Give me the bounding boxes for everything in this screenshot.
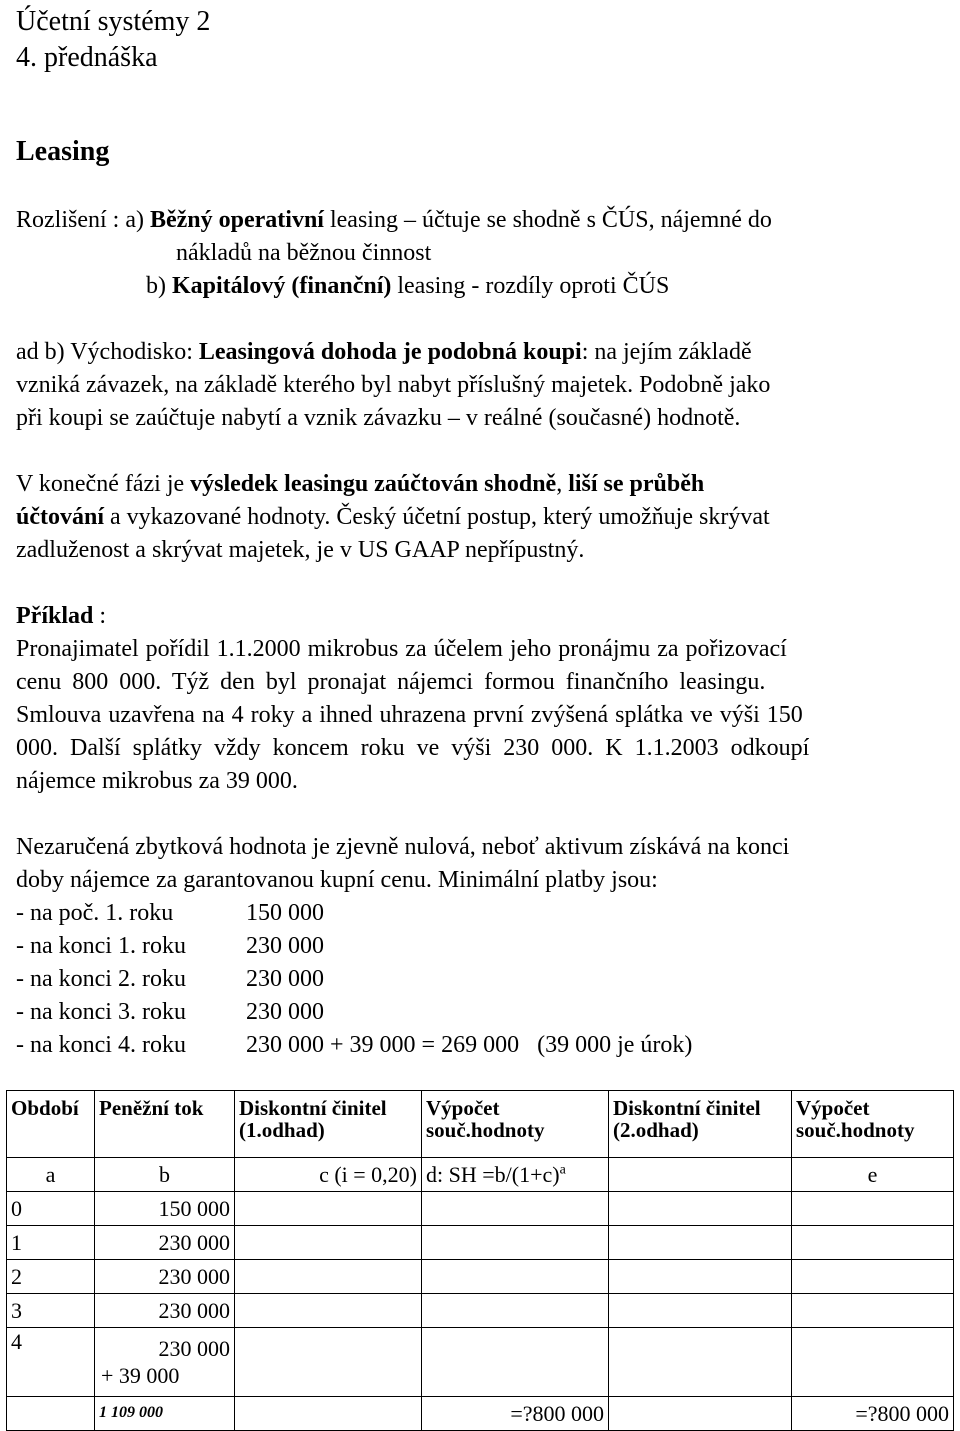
total-pv-2: =?800 000: [792, 1397, 954, 1431]
distinction-line-a: [16, 208, 772, 232]
section-heading: Leasing: [16, 136, 110, 167]
distinction-line-b: [146, 274, 669, 298]
premise-line-1: [16, 340, 752, 364]
distinction-a-continuation: nákladů na běžnou činnost: [176, 240, 432, 266]
premise-line-3: při koupi se zaúčtuje nabytí a vznik závazku – v reálné (současné) hodnotě.: [16, 405, 741, 431]
final-bold-2: liší se průběh: [568, 471, 705, 497]
table-row: [7, 1260, 954, 1294]
legend-e: e: [792, 1158, 954, 1192]
payment-amount: 230 000: [246, 933, 324, 959]
residual-line-2: doby nájemce za garantovanou kupní cenu. Minimální platby jsou:: [16, 867, 658, 893]
distinction-b-bold: Kapitálový (finanční): [172, 273, 392, 299]
legend-a: a: [7, 1158, 95, 1192]
document-title: Účetní systémy 2: [16, 6, 211, 37]
final-line-2: [16, 505, 770, 529]
legend-b: b: [95, 1158, 235, 1192]
distinction-b-prefix: b): [146, 273, 172, 299]
example-line-2: cenu 800 000. Týž den byl pronajat nájemci formou finančního leasingu.: [16, 669, 766, 695]
distinction-a-rest: leasing – účtuje se shodně s ČÚS, nájemné do: [323, 207, 772, 233]
payment-label: - na poč. 1. roku: [16, 900, 174, 926]
cell-period: 4: [7, 1328, 95, 1397]
header-discount-1-title: Diskontní činitel: [239, 1096, 387, 1120]
premise-line-2: vzniká závazek, na základě kterého byl nabyt příslušný majetek. Podobně jako: [16, 372, 771, 398]
payment-item: [16, 900, 324, 926]
header-discount-1: [235, 1091, 422, 1158]
cell-flow: 230 000: [95, 1260, 235, 1294]
header-discount-1-note: (1.odhad): [239, 1118, 325, 1143]
final-line-1: [16, 472, 704, 496]
table-row: [7, 1192, 954, 1226]
payment-amount: 230 000: [246, 966, 324, 992]
payment-item: [16, 1032, 693, 1058]
header-discount-2-note: (2.odhad): [613, 1118, 699, 1143]
final-pre: V konečné fázi je: [16, 471, 191, 497]
example-line-5: nájemce mikrobus za 39 000.: [16, 768, 298, 794]
payment-item: [16, 933, 324, 959]
legend-c: c (i = 0,20): [235, 1158, 422, 1192]
example-line-1: Pronajimatel pořídil 1.1.2000 mikrobus za účelem jeho pronájmu za pořizovací: [16, 636, 787, 662]
table-legend-row: [7, 1158, 954, 1192]
example-line-4: 000. Další splátky vždy koncem roku ve výši 230 000. K 1.1.2003 odkoupí: [16, 735, 810, 761]
distinction-b-rest: leasing - rozdíly oproti ČÚS: [391, 273, 670, 299]
cell-flow: [95, 1328, 235, 1397]
cell-flow: 230 000: [95, 1294, 235, 1328]
cell-period: 0: [7, 1192, 95, 1226]
cell-period: 1: [7, 1226, 95, 1260]
example-colon: :: [93, 603, 107, 629]
residual-line-1: Nezaručená zbytková hodnota je zjevně nulová, neboť aktivum získává na konci: [16, 834, 790, 860]
lecture-number: 4. přednáška: [16, 42, 158, 73]
cell-flow: 150 000: [95, 1192, 235, 1226]
cell-period: 3: [7, 1294, 95, 1328]
header-pv-1-title: Výpočet: [426, 1096, 500, 1120]
final-bold-3: účtování: [16, 504, 105, 530]
payment-amount: 150 000: [246, 900, 324, 926]
final-bold-1: výsledek leasingu zaúčtován shodně: [190, 471, 557, 497]
payment-amount: 230 000 + 39 000 = 269 000 (39 000 je úrok): [246, 1032, 693, 1058]
example-label: Příklad: [16, 603, 94, 629]
header-pv-2-title: Výpočet: [796, 1096, 870, 1120]
table-total-row: [7, 1397, 954, 1431]
legend-d: [422, 1158, 609, 1192]
final-line-3: zadluženost a skrývat majetek, je v US GAAP nepřípustný.: [16, 537, 585, 563]
table-row: [7, 1226, 954, 1260]
example-line-3: Smlouva uzavřena na 4 roky a ihned uhrazena první zvýšená splátka ve výši 150: [16, 702, 803, 728]
premise-rest: : na jejím základě: [581, 339, 752, 365]
legend-empty: [609, 1158, 792, 1192]
final-rest: a vykazované hodnoty. Český účetní postup, který umožňuje skrývat: [104, 504, 770, 530]
table-row: [7, 1294, 954, 1328]
payment-label: - na konci 4. roku: [16, 1032, 186, 1058]
payment-label: - na konci 2. roku: [16, 966, 186, 992]
example-heading: [16, 604, 106, 628]
table-row: [7, 1328, 954, 1397]
cell-flow: 230 000: [95, 1226, 235, 1260]
header-pv-1-note: souč.hodnoty: [426, 1118, 545, 1143]
present-value-table: [6, 1090, 954, 1431]
header-period: Období: [7, 1091, 95, 1158]
cell-period: 2: [7, 1260, 95, 1294]
header-pv-2-note: souč.hodnoty: [796, 1118, 915, 1143]
distinction-intro: Rozlišení : a): [16, 207, 150, 233]
total-flow: 1 109 000: [95, 1397, 235, 1431]
table-header-row: [7, 1091, 954, 1158]
header-discount-2-title: Diskontní činitel: [613, 1096, 761, 1120]
header-discount-2: [609, 1091, 792, 1158]
cell-flow-main: 230 000: [158, 1335, 230, 1361]
distinction-a-bold: Běžný operativní: [149, 207, 324, 233]
premise-intro: ad b) Východisko:: [16, 339, 199, 365]
payment-amount: 230 000: [246, 999, 324, 1025]
payment-label: - na konci 3. roku: [16, 999, 186, 1025]
cell-flow-extra: + 39 000: [101, 1363, 180, 1388]
header-cash-flow: Peněžní tok: [95, 1091, 235, 1158]
premise-bold: Leasingová dohoda je podobná koupi: [198, 339, 582, 365]
final-mid: ,: [556, 471, 569, 497]
header-pv-1: [422, 1091, 609, 1158]
payment-label: - na konci 1. roku: [16, 933, 186, 959]
legend-d-text: d: SH =b/(1+c): [426, 1161, 560, 1187]
header-pv-2: [792, 1091, 954, 1158]
payment-item: [16, 966, 324, 992]
payment-item: [16, 999, 324, 1025]
legend-d-exponent: a: [559, 1162, 566, 1178]
total-pv-1: =?800 000: [422, 1397, 609, 1431]
